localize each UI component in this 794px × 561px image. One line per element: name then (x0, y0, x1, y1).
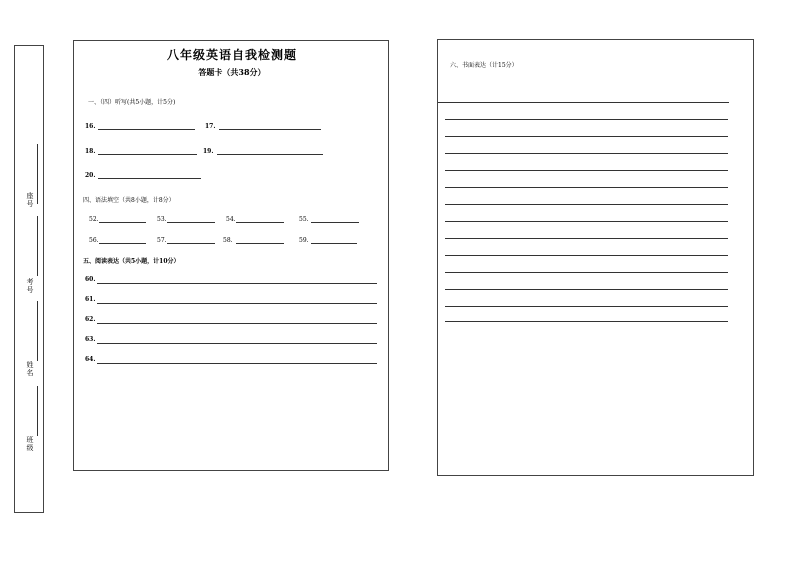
answer-line-59[interactable] (311, 243, 357, 244)
answer-line-62[interactable] (97, 323, 377, 324)
item-number: 64. (85, 356, 96, 363)
section-writing-heading: 六、书面表达（计15分） (450, 62, 518, 69)
answer-line-52[interactable] (99, 222, 146, 223)
answer-line-60[interactable] (97, 283, 377, 284)
answer-line-63[interactable] (97, 343, 377, 344)
answer-line-18[interactable] (98, 154, 197, 155)
seat-number-line[interactable] (37, 144, 38, 204)
item-number: 61. (85, 296, 96, 303)
answer-line-64[interactable] (97, 363, 377, 364)
section-reading-heading: 五、阅读表达（共5小题，计10分） (83, 258, 180, 265)
binding-strip (14, 45, 44, 513)
item-number: 18. (85, 148, 96, 155)
answer-line-19[interactable] (217, 154, 323, 155)
answer-line-54[interactable] (236, 222, 284, 223)
writing-line-11[interactable] (445, 272, 728, 273)
answer-line-20[interactable] (98, 178, 201, 179)
answer-line-55[interactable] (311, 222, 359, 223)
writing-line-4[interactable] (445, 153, 728, 154)
class-label: 班级 (26, 436, 34, 452)
section-grammar-heading: 四、语法填空（共8小题，计8分） (83, 197, 175, 204)
writing-line-9[interactable] (445, 238, 728, 239)
answer-line-56[interactable] (99, 243, 146, 244)
answer-line-16[interactable] (98, 129, 195, 130)
item-number: 17. (205, 123, 216, 130)
item-number: 54. (226, 216, 236, 223)
name-line[interactable] (37, 301, 38, 361)
seat-number-label: 座号 (26, 192, 34, 208)
item-number: 59. (299, 237, 309, 244)
writing-line-8[interactable] (445, 221, 728, 222)
exam-number-label: 考号 (26, 278, 34, 294)
answer-card-subtitle: 答题卡（共38分） (198, 67, 266, 77)
answer-line-58[interactable] (236, 243, 284, 244)
item-number: 56. (89, 237, 99, 244)
item-number: 19. (203, 148, 214, 155)
writing-line-3[interactable] (445, 136, 728, 137)
writing-line-7[interactable] (445, 204, 728, 205)
writing-line-6[interactable] (445, 187, 728, 188)
page-title: 八年级英语自我检测题 (166, 48, 297, 62)
writing-line-10[interactable] (445, 255, 728, 256)
answer-line-57[interactable] (167, 243, 215, 244)
item-number: 16. (85, 123, 96, 130)
answer-sheet-2 (437, 39, 754, 476)
item-number: 53. (157, 216, 167, 223)
item-number: 52. (89, 216, 99, 223)
exam-number-line[interactable] (37, 216, 38, 276)
item-number: 62. (85, 316, 96, 323)
writing-line-2[interactable] (445, 119, 728, 120)
item-number: 55. (299, 216, 309, 223)
writing-line-5[interactable] (445, 170, 728, 171)
answer-sheet-1 (73, 40, 389, 471)
section-dictation-heading: 一、（四）听写(共5小题，计5分) (88, 99, 176, 106)
answer-line-17[interactable] (219, 129, 321, 130)
item-number: 20. (85, 172, 96, 179)
answer-line-61[interactable] (97, 303, 377, 304)
name-label: 姓名 (26, 361, 34, 377)
item-number: 60. (85, 276, 96, 283)
writing-line-13[interactable] (445, 306, 728, 307)
answer-line-53[interactable] (167, 222, 215, 223)
item-number: 57. (157, 237, 167, 244)
writing-line-14[interactable] (445, 321, 728, 322)
writing-line-12[interactable] (445, 289, 728, 290)
item-number: 58. (223, 237, 233, 244)
writing-line-1[interactable] (438, 102, 729, 103)
item-number: 63. (85, 336, 96, 343)
class-line[interactable] (37, 386, 38, 436)
